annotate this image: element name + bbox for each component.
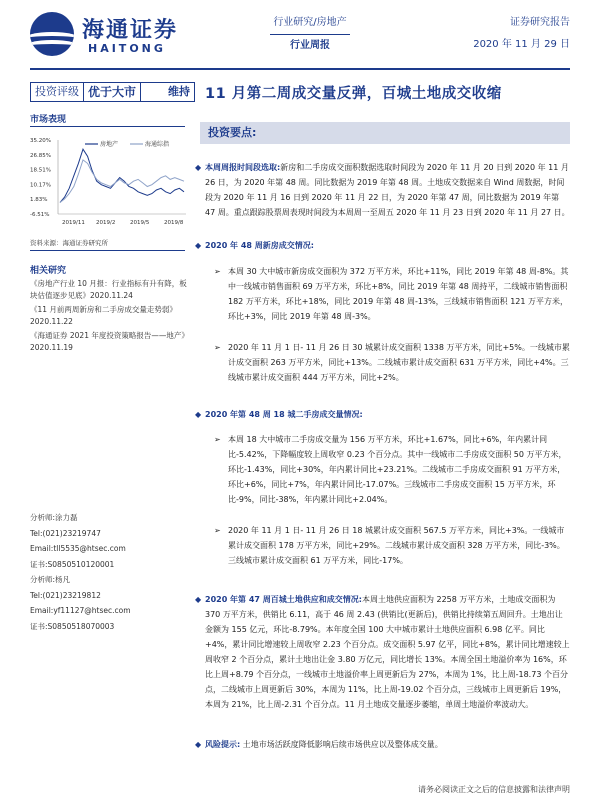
- related-item[interactable]: 《海通证券 2021 年度投资策略报告——地产》2020.11.19: [30, 331, 189, 352]
- key-point-risk: [195, 737, 570, 752]
- analyst-email[interactable]: Email:yf11127@htsec.com: [30, 606, 131, 615]
- bullet-icon: ◆: [195, 595, 202, 604]
- market-divider: [30, 126, 185, 127]
- series-line-1: [60, 160, 184, 203]
- analyst-tel: Tel:(021)23219747: [30, 528, 101, 538]
- related-heading: 相关研究: [30, 266, 67, 276]
- key-point-resale: [195, 407, 570, 422]
- x-tick-label: 2019/2: [96, 220, 116, 226]
- related-list: [30, 278, 190, 356]
- market-heading: 市场表现: [30, 115, 67, 125]
- report-type-label: 行业周报: [290, 40, 330, 51]
- key-point-land: [195, 592, 570, 712]
- new-homes-weekly-text: 本周 30 大中城市新房成交面积为 372 万平方米，环比+11%，同比 2019 年第 48 周-8%。其中一线城市销售面积 69 万平方米，环比+8%，同比 2019 年第 48 周持平，二线城市销售面积 182 万平方米，环比+18%，同比 2019 年第 48 周-13%，三线城市销售面积 121 万平方米，环比+3%，同比 2019 年第 48 周-3%。: [228, 267, 569, 321]
- report-date: 2020 年 11 月 29 日: [473, 39, 570, 50]
- arrow-icon: ➢: [214, 526, 221, 535]
- y-tick-label: 18.51%: [30, 167, 51, 174]
- rating-label: 投资评级: [31, 83, 84, 101]
- kp-risk-text: 土地市场活跃度降低影响后续市场供应以及整体成交量。: [242, 740, 443, 749]
- analyst-tel: Tel:(021)23219812: [30, 590, 101, 600]
- arrow-icon: ➢: [214, 343, 221, 352]
- analyst-info: [30, 510, 190, 634]
- company-logo-icon: [30, 12, 74, 56]
- analyst-email[interactable]: Email:tll5535@htsec.com: [30, 544, 126, 553]
- y-tick-label: 35.20%: [30, 138, 51, 144]
- analyst-cert: 证书:S0850510120001: [30, 559, 115, 569]
- kp-land-text: 本周土地供应面积为 2258 万平方米，土地成交面积为 370 万平方米，供销比 6.11，高于 46 周 2.43 (供销比(更新后)，供销比持续第五周回升。土地出让金额为 155 亿元，环比-8.79%。本年度全国 100 大中城市累计土地供应面积 6.98 亿平。同比+4%，累计同比增速较上周收窄 2.23 个百分点。成交面积 5.97 亿平，同比+8%，累计同比增速较上周收窄 2 个百分点，累计土地出让金 3.80 万亿元，同比增长 13%。本周全国土地溢价率为 16%，环比上周+8.79 个百分点，一线城市土地溢价率上周更新后为 27%，本周为 1%，比上周-18.73 个百分点，二线城市上周更新后 30%，本周为 11%，比上周-19.02 个百分点，三线城市上周更新后 19%，本周为 21%，比上周-2.31 个百分点。11 月土地成交量逐步萎缩，单周土地溢价率波动大。: [205, 595, 570, 709]
- bullet-icon: ◆: [195, 410, 202, 419]
- kp-risk-head: 风险提示:: [205, 740, 241, 749]
- key-point-new-homes: [195, 238, 570, 253]
- key-point-period: [195, 160, 570, 220]
- header-divider: [30, 68, 570, 70]
- related-item[interactable]: 《房地产行业 10 月报：行业指标有升有降，板块估值逐步见底》2020.11.24: [30, 279, 187, 300]
- chart-source: 资料来源：海通证券研究所: [30, 239, 108, 247]
- report-title: 11 月第二周成交量反弹，百城土地成交收缩: [205, 86, 502, 102]
- logo-chinese-name: 海通证券: [82, 17, 179, 43]
- bullet-icon: ◆: [195, 740, 202, 749]
- analyst-name: 分析师:涂力磊: [30, 513, 78, 522]
- y-tick-label: 26.85%: [30, 152, 51, 159]
- bullet-icon: ◆: [195, 163, 202, 172]
- rating-value: 优于大市: [84, 83, 141, 101]
- related-item[interactable]: 《11 月前两周新房和二手房成交量走势弱》2020.11.22: [30, 305, 177, 326]
- bullet-icon: ◆: [195, 241, 202, 250]
- resale-cumulative: [214, 523, 570, 568]
- kp-period-text: 新房和二手房成交面积数据选取时间段为 2020 年 11 月 20 日到 2020 年 11 月 26 日，为 2020 年第 48 周。同比数据为 2019 年第 48 周。土地成交数据来自 Wind 周数据，时间段为 2020 年 11 月 16 日到 2020 年 11 月 22 日，为 2020 年第 47 周，同比数据为 2019 年第 47 周。重点跟踪股票周表现时间段为本周周一至周五 2020 年 11 月 23 日到 2020 年 11 月 27 日。: [205, 163, 570, 217]
- new-homes-cumulative-text: 2020 年 11 月 1 日- 11 月 26 日 30 城累计成交面积 1338 万平方米，同比+5%。一线城市累计成交面积 263 万平方米，同比+13%。二线城市累计成交面积 631 万平方米，同比+4%。三线城市累计成交面积 444 万平方米，同比+2%。: [228, 343, 570, 382]
- source-divider: [30, 250, 185, 251]
- x-tick-label: 2019/11: [62, 220, 85, 226]
- arrow-icon: ➢: [214, 267, 221, 276]
- y-tick-label: -6.51%: [30, 212, 50, 218]
- investment-rating: [30, 82, 195, 102]
- kp-period-head: 本周周报时间段选取:: [205, 163, 281, 172]
- y-tick-label: 10.17%: [30, 182, 51, 189]
- new-homes-weekly: [214, 264, 570, 324]
- arrow-icon: ➢: [214, 435, 221, 444]
- market-line-chart: [30, 132, 190, 232]
- analyst-name: 分析师:杨凡: [30, 575, 71, 584]
- resale-cumulative-text: 2020 年 11 月 1 日- 11 月 26 日 18 城累计成交面积 567.5 万平方米，同比+3%。一线城市累计成交面积 178 万平方米，同比+29%。二线城市累计成交面积 328 万平方米，同比-3%。三线城市累计成交面积 61 万平方米，同比-17%。: [228, 526, 565, 565]
- legend-label-1: 海通综指: [145, 141, 170, 148]
- industry-label: 行业研究/房地产: [273, 17, 347, 28]
- x-tick-label: 2019/8: [164, 220, 184, 226]
- key-points-heading: 投资要点:: [200, 122, 570, 144]
- logo-english-name: HAITONG: [88, 42, 166, 55]
- x-tick-label: 2019/5: [130, 220, 150, 226]
- new-homes-cumulative: [214, 340, 570, 385]
- report-meta: [473, 12, 570, 56]
- kp-new-homes-head: 2020 年 48 周新房成交情况:: [205, 241, 314, 250]
- kp-resale-head: 2020 年第 48 周 18 城二手房成交量情况:: [205, 410, 363, 419]
- market-chart: [30, 132, 190, 232]
- resale-weekly: [214, 432, 570, 507]
- kp-land-head: 2020 年第 47 周百城土地供应和成交情况:: [205, 595, 362, 604]
- resale-weekly-text: 本周 18 大中城市二手房成交量为 156 万平方米，环比+1.67%，同比+6%，年内累计同比-5.42%，下降幅度较上周收窄 0.23 个百分点。其中一线城市二手房成交面积 50 万平方米，环比-1.43%，同比+30%，年内累计同比+23.21%。二线城市二手房成交面积 91 万平方米，环比+6%，同比+7%，年内累计同比-17.07%。三线城市二手房成交面积 15 万平方米，环比-9%，同比-38%，年内累计同比+2.04%。: [228, 435, 567, 504]
- analyst-cert: 证书:S0850518070003: [30, 621, 115, 631]
- legend-label-0: 房地产: [100, 141, 119, 148]
- y-tick-label: 1.83%: [30, 197, 48, 204]
- report-category: [270, 12, 350, 57]
- disclaimer-footer: 请务必阅读正文之后的信息披露和法律声明: [418, 785, 570, 794]
- rating-change: 维持: [168, 85, 190, 98]
- report-kind: 证券研究报告: [510, 17, 570, 28]
